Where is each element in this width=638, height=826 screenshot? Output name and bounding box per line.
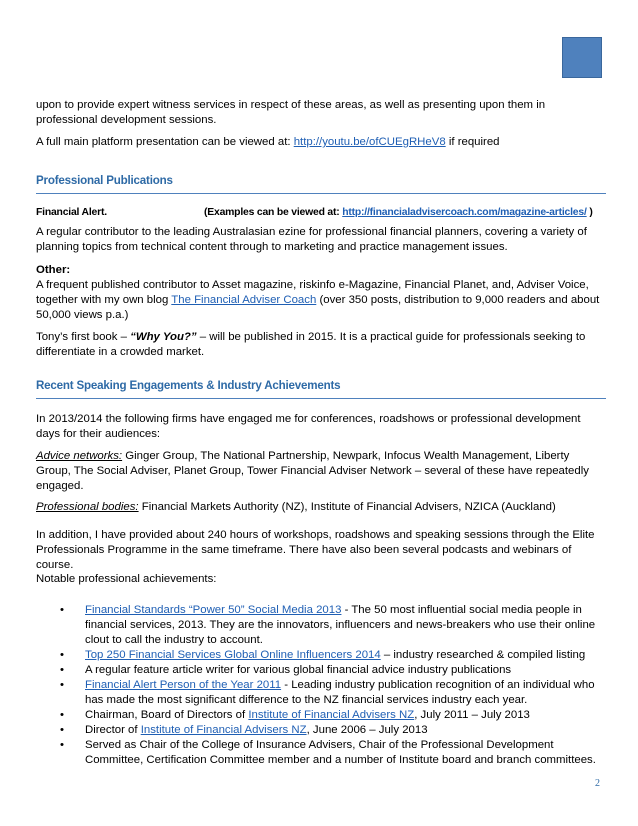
list-item xyxy=(60,663,606,678)
list-item xyxy=(60,678,606,708)
notable-achievements-intro: Notable professional achievements: xyxy=(36,573,217,585)
book-title: “Why You?” xyxy=(130,331,197,343)
achievement-link[interactable]: Top 250 Financial Services Global Online Influencers 2014 xyxy=(85,649,381,661)
bullet-icon: • xyxy=(60,649,64,661)
financial-alert-examples xyxy=(204,207,593,218)
professional-bodies-paragraph xyxy=(36,500,606,515)
achievement-text: – industry researched & compiled listing xyxy=(380,649,586,661)
section-divider xyxy=(36,193,606,194)
section-divider xyxy=(36,398,606,399)
list-item xyxy=(60,723,606,738)
list-item xyxy=(60,708,606,723)
section-title-speaking: Recent Speaking Engagements & Industry Achievements xyxy=(36,379,341,392)
presentation-line xyxy=(36,135,606,150)
list-item xyxy=(60,738,606,768)
advice-networks-label: Advice networks: xyxy=(36,450,123,462)
professional-bodies-text: Financial Markets Authority (NZ), Institute of Financial Advisers, NZICA (Auckland) xyxy=(138,501,556,513)
presentation-link[interactable]: http://youtu.be/ofCUEgRHeV8 xyxy=(293,136,446,148)
bullet-icon: • xyxy=(60,679,64,691)
other-paragraph xyxy=(36,278,606,323)
achievement-text: , July 2011 – July 2013 xyxy=(414,709,530,721)
other-text-post: (over 350 posts, distribution to 9,000 readers and about 50,000 views p.a.) xyxy=(36,294,600,321)
financial-alert-label: Financial Alert. xyxy=(36,207,107,218)
presentation-text: A full main platform presentation can be viewed at: xyxy=(36,136,294,148)
bullet-icon: • xyxy=(60,739,64,751)
speaking-intro: In 2013/2014 the following firms have engaged me for conferences, roadshows or professional development days for their audiences: xyxy=(36,413,581,440)
achievement-pre: Director of xyxy=(85,724,141,736)
list-item xyxy=(60,603,606,648)
list-item xyxy=(60,648,606,663)
achievement-pre: Chairman, Board of Directors of xyxy=(85,709,249,721)
bullet-icon: • xyxy=(60,664,64,676)
blog-link[interactable]: The Financial Adviser Coach xyxy=(171,294,317,306)
book-post: – will be published in 2015. It is a practical guide for professionals seeking to differentiate in a crowded market. xyxy=(36,331,586,358)
advice-networks-paragraph xyxy=(36,449,606,494)
achievement-link[interactable]: Institute of Financial Advisers NZ xyxy=(140,724,307,736)
professional-bodies-label: Professional bodies: xyxy=(36,501,139,513)
achievement-text: Served as Chair of the College of Insurance Advisers, Chair of the Professional Development Committee, Certification Committee member and a number of Institute board and branch committees. xyxy=(85,739,596,766)
financial-alert-description: A regular contributor to the leading Australasian ezine for professional financial planners, covering a variety of planning topics from technical content through to marketing and practice management issues. xyxy=(36,226,587,253)
examples-suffix: ) xyxy=(586,207,593,218)
intro-paragraph: upon to provide expert witness services in respect of these areas, as well as presenting upon them in professional development sessions. xyxy=(36,99,546,126)
book-paragraph xyxy=(36,330,606,360)
bullet-icon: • xyxy=(60,709,64,721)
other-text-pre: A frequent published contributor to Asset magazine, riskinfo e-Magazine, Financial Planet, and, Adviser Voice, together with my own blog xyxy=(36,279,589,306)
advice-networks-text: Ginger Group, The National Partnership, Newpark, Infocus Wealth Management, Liberty Group, The Social Adviser, Planet Group, Tower Financial Adviser Network – several of these have repeatedly engaged. xyxy=(36,450,589,492)
bullet-icon: • xyxy=(60,724,64,736)
achievement-text: - The 50 most influential social media people in financial services, 2013. They are the innovators, influencers and news-breakers who use their online clout to call the industry to account. xyxy=(85,604,596,646)
bullet-icon: • xyxy=(60,604,64,616)
examples-link[interactable]: http://financialadvisercoach.com/magazine-articles/ xyxy=(342,207,587,218)
achievements-list xyxy=(60,603,606,768)
workshops-paragraph: In addition, I have provided about 240 hours of workshops, roadshows and speaking sessions through the Elite Professionals Programme in the same timeframe. There have also been several podcasts and webinars of course. xyxy=(36,529,595,571)
page-number: 2 xyxy=(595,778,600,789)
examples-prefix: (Examples can be viewed at: xyxy=(204,207,343,218)
other-label: Other: xyxy=(36,264,71,276)
achievement-link[interactable]: Institute of Financial Advisers NZ xyxy=(248,709,415,721)
achievement-text: , June 2006 – July 2013 xyxy=(306,724,428,736)
header-decoration-box xyxy=(562,37,602,78)
achievement-link[interactable]: Financial Standards “Power 50” Social Media 2013 xyxy=(85,604,342,616)
book-pre: Tony’s first book – xyxy=(36,331,131,343)
achievement-link[interactable]: Financial Alert Person of the Year 2011 xyxy=(85,679,282,691)
section-title-publications: Professional Publications xyxy=(36,174,173,187)
presentation-suffix: if required xyxy=(445,136,500,148)
achievement-text: - Leading industry publication recognition of an individual who has made the most significant difference to the NZ financial services industry each year. xyxy=(85,679,595,706)
achievement-text: A regular feature article writer for various global financial advice industry publications xyxy=(85,664,512,676)
